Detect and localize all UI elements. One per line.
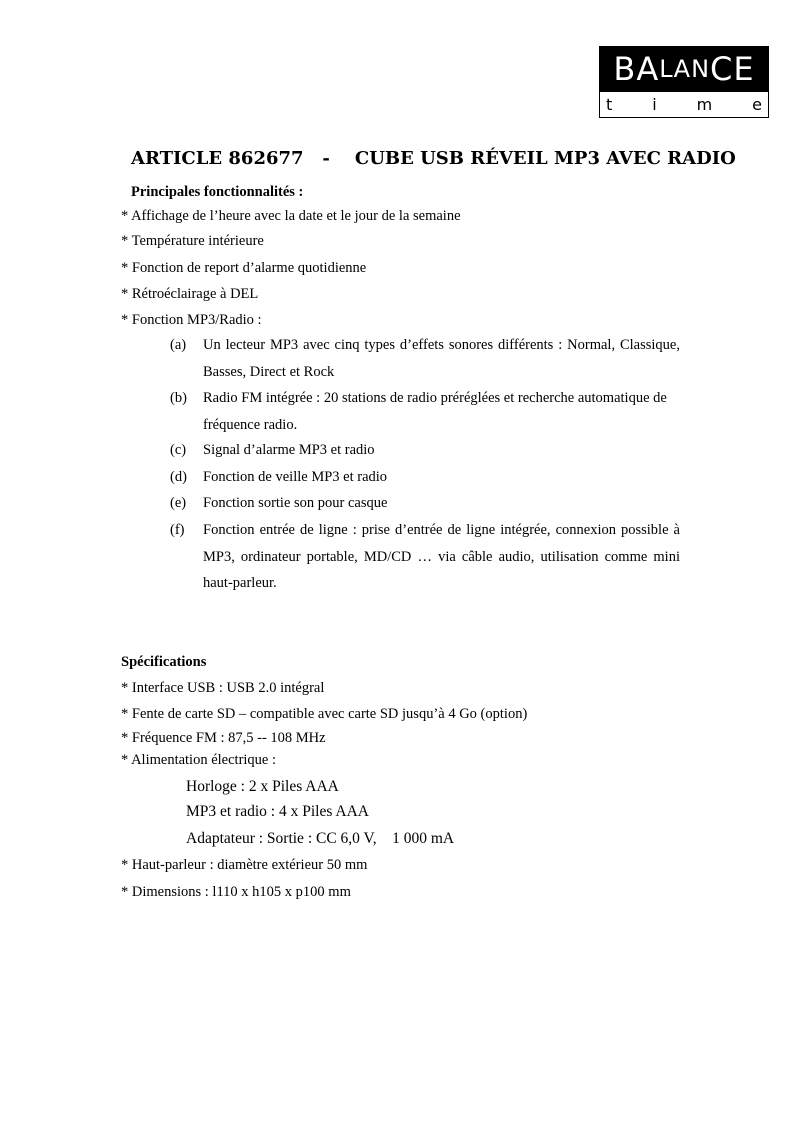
sub-item-e <box>170 490 680 517</box>
power-item: Adaptateur : Sortie : CC 6,0 V, 1 000 mA <box>186 830 455 847</box>
feature-item: * Affichage de l’heure avec la date et le jour de la semaine <box>121 208 461 224</box>
spec-item: * Fente de carte SD – compatible avec carte SD jusqu’à 4 Go (option) <box>121 706 528 722</box>
spec-item: * Interface USB : USB 2.0 intégral <box>121 680 325 696</box>
sub-item-text: Radio FM intégrée : 20 stations de radio préréglées et recherche automatique de fréquence radio. <box>203 390 667 433</box>
sub-item-label: (c) <box>170 442 187 458</box>
sub-item-label: (f) <box>170 522 185 538</box>
article-title: ARTICLE 862677 - CUBE USB RÉVEIL MP3 AVEC RADIO <box>131 148 736 169</box>
feature-item: * Fonction de report d’alarme quotidienne <box>121 260 367 276</box>
sub-item-f <box>170 517 680 597</box>
sub-item-label: (d) <box>170 469 187 485</box>
sub-item-text: Signal d’alarme MP3 et radio <box>203 442 375 458</box>
power-item: Horloge : 2 x Piles AAA <box>186 778 339 795</box>
specs-heading: Spécifications <box>121 654 207 670</box>
logo-wordmark: B A L A N C E <box>599 46 769 92</box>
brand-logo <box>599 46 769 120</box>
power-item: MP3 et radio : 4 x Piles AAA <box>186 803 369 820</box>
sub-item-b <box>170 385 680 438</box>
features-heading: Principales fonctionnalités : <box>131 184 304 200</box>
sub-item-text: Un lecteur MP3 avec cinq types d’effets sonores différents : Normal, Classique, Basses, Direct et Rock <box>203 337 680 380</box>
sub-item-label: (b) <box>170 390 187 406</box>
sub-item-a <box>170 332 680 385</box>
feature-item: * Température intérieure <box>121 233 264 249</box>
spec-item: * Haut-parleur : diamètre extérieur 50 mm <box>121 857 368 873</box>
sub-item-text: Fonction sortie son pour casque <box>203 495 388 511</box>
sub-item-text: Fonction entrée de ligne : prise d’entrée de ligne intégrée, connexion possible à MP3, ordinateur portable, MD/CD … via câble audio, utilisation comme mini haut-parleur. <box>203 522 680 591</box>
logo-tagline: t i m e <box>599 92 769 118</box>
spec-item: * Dimensions : l110 x h105 x p100 mm <box>121 884 351 900</box>
sub-item-label: (a) <box>170 337 187 353</box>
sub-item-label: (e) <box>170 495 187 511</box>
sub-item-c <box>170 437 680 464</box>
spec-item: * Alimentation électrique : <box>121 752 277 768</box>
feature-item: * Rétroéclairage à DEL <box>121 286 259 302</box>
feature-item: * Fonction MP3/Radio : <box>121 312 262 328</box>
spec-item: * Fréquence FM : 87,5 -- 108 MHz <box>121 730 326 746</box>
sub-item-d <box>170 464 680 491</box>
sub-item-text: Fonction de veille MP3 et radio <box>203 469 388 485</box>
